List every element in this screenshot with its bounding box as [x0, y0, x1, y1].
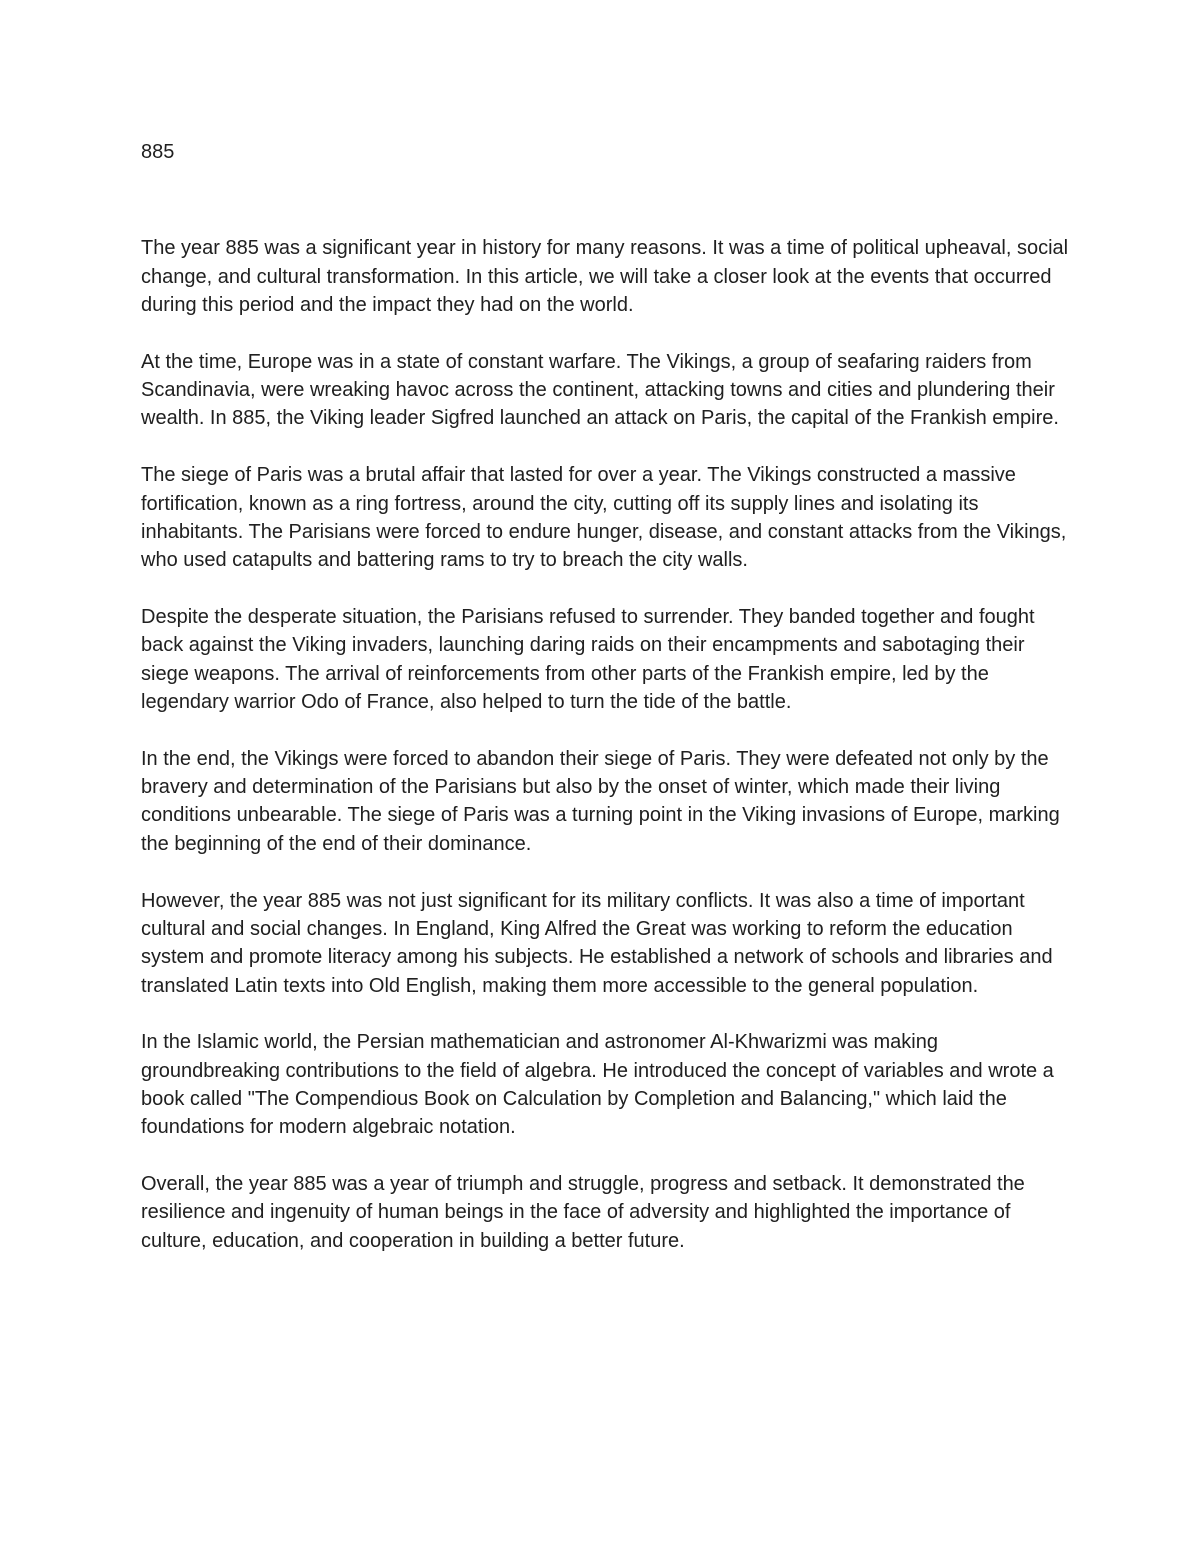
document-title: 885: [141, 141, 175, 163]
document-body: [141, 138, 1076, 1284]
paragraph: In the end, the Vikings were forced to abandon their siege of Paris. They were defeated not only by the bravery and determination of the Parisians but also by the onset of winter, which made their living conditions unbearable. The siege of Paris was a turning point in the Viking invasions of Europe, marking the beginning of the end of their dominance.: [141, 747, 1060, 855]
paragraph: The year 885 was a significant year in history for many reasons. It was a time of political upheaval, social change, and cultural transformation. In this article, we will take a closer look at the events that occurred during this period and the impact they had on the world.: [141, 237, 1069, 316]
paragraph: In the Islamic world, the Persian mathematician and astronomer Al-Khwarizmi was making groundbreaking contributions to the field of algebra. He introduced the concept of variables and wrote a book called "The Compendious Book on Calculation by Completion and Balancing," which laid the foundations for modern algebraic notation.: [141, 1031, 1054, 1139]
paragraph: Overall, the year 885 was a year of triumph and struggle, progress and setback. It demonstrated the resilience and ingenuity of human beings in the face of adversity and highlighted the importance of culture, education, and cooperation in building a better future.: [141, 1173, 1025, 1252]
paragraph: However, the year 885 was not just significant for its military conflicts. It was also a time of important cultural and social changes. In England, King Alfred the Great was working to reform the education system and promote literacy among his subjects. He established a network of schools and libraries and translated Latin texts into Old English, making them more accessible to the general population.: [141, 889, 1053, 997]
paragraph: At the time, Europe was in a state of constant warfare. The Vikings, a group of seafaring raiders from Scandinavia, were wreaking havoc across the continent, attacking towns and cities and plundering their wealth. In 885, the Viking leader Sigfred launched an attack on Paris, the capital of the Frankish empire.: [141, 350, 1059, 430]
paragraph: The siege of Paris was a brutal affair that lasted for over a year. The Vikings constructed a massive fortification, known as a ring fortress, around the city, cutting off its supply lines and isolating its inhabitants. The Parisians were forced to endure hunger, disease, and constant attacks from the Vikings, who used catapults and battering rams to try to breach the city walls.: [141, 464, 1067, 572]
paragraph: Despite the desperate situation, the Parisians refused to surrender. They banded together and fought back against the Viking invaders, launching daring raids on their encampments and sabotaging their siege weapons. The arrival of reinforcements from other parts of the Frankish empire, led by the legendary warrior Odo of France, also helped to turn the tide of the battle.: [141, 606, 1035, 713]
